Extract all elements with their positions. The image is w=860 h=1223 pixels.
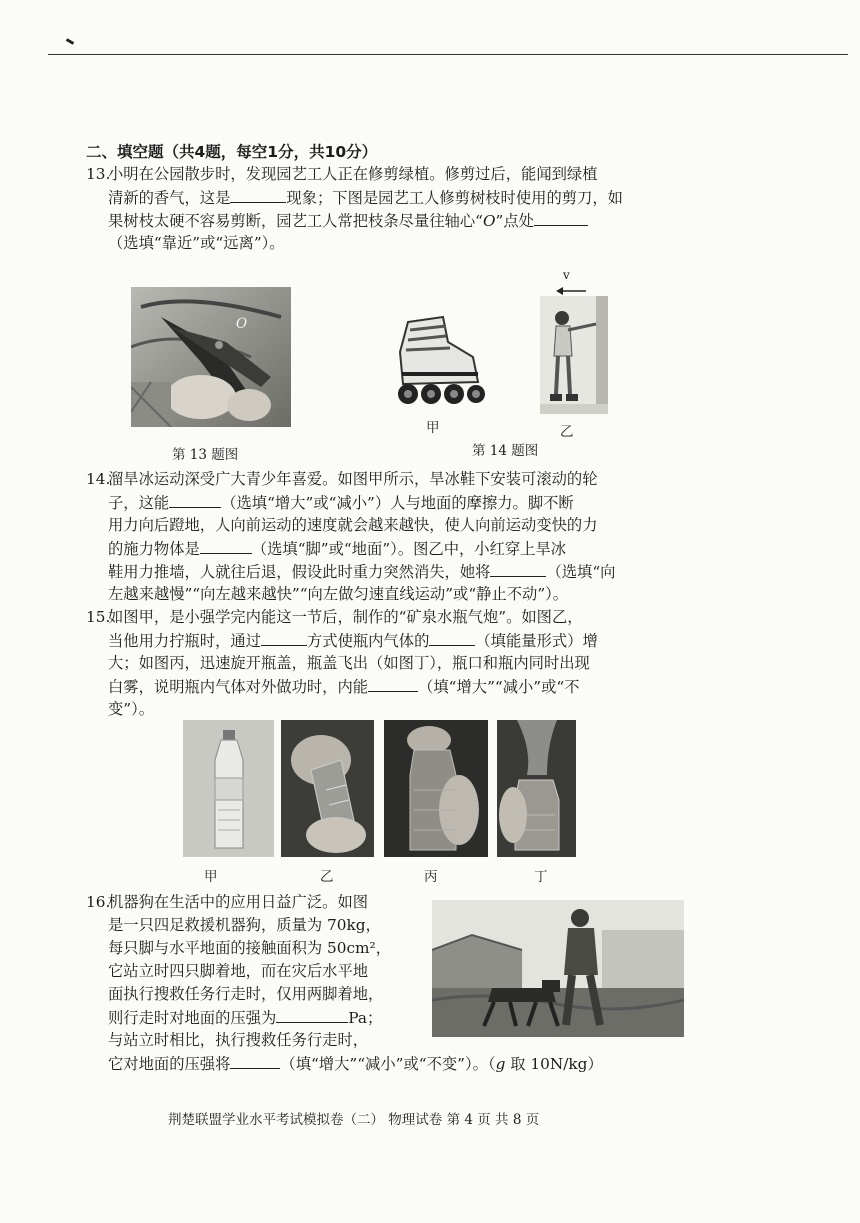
fig14-label-jia: 甲 (426, 420, 440, 436)
q13-line: 果树枝太硬不容易剪断，园艺工人常把枝条尽量往轴心“O”点处 (108, 209, 588, 232)
q16-line: 则行走时对地面的压强为 Pa； (108, 1006, 382, 1029)
q13-line: 小明在公园散步时，发现园艺工人正在修剪绿植。修剪过后，能闻到绿植 (108, 165, 598, 183)
answer-blank[interactable] (230, 1052, 280, 1069)
scan-mark (66, 38, 74, 45)
q16-line: 面执行搜救任务行走时，仅用两脚着地， (108, 985, 384, 1003)
fig13-label-o: O (236, 316, 248, 332)
q14-line: 子，这能 （选填“增大”或“减小”）人与地面的摩擦力。脚不断 (108, 491, 574, 514)
q13-line: （选填“靠近”或“远离”）。 (108, 234, 285, 252)
q15-line: 大；如图丙，迅速旋开瓶盖，瓶盖飞出（如图丁），瓶口和瓶内同时出现 (108, 654, 590, 672)
fig14-caption: 第 14 题图 (472, 443, 539, 459)
answer-blank[interactable] (429, 629, 475, 646)
fig16-robot-dog-photo (432, 900, 684, 1037)
fig15-bottle-ding-photo (497, 720, 576, 857)
velocity-arrow-icon (556, 286, 586, 296)
fig13-shears-photo (131, 287, 291, 427)
q15-line: 变”）。 (108, 700, 155, 718)
q15-line: 白雾，说明瓶内气体对外做功时，内能 （填“增大”“减小”或“不 (108, 675, 580, 698)
q15-line: 如图甲，是小强学完内能这一节后，制作的“矿泉水瓶气炮”。如图乙， (108, 608, 583, 626)
answer-blank[interactable] (200, 537, 252, 554)
q13-number: 13. (86, 165, 111, 183)
fig15-bottle-yi-photo (281, 720, 374, 857)
q14-line: 用力向后蹬地，人向前运动的速度就会越来越快，使人向前运动变快的力 (108, 516, 598, 534)
answer-blank[interactable] (276, 1006, 348, 1023)
fig15-bottle-bing-photo (384, 720, 488, 857)
section-title: 二、填空题（共4题，每空1分，共10分） (86, 143, 378, 161)
q16-line: 与站立时相比，执行搜救任务行走时， (108, 1031, 369, 1049)
q16-line: 它对地面的压强将 （填“增大”“减小”或“不变”）。（g 取 10N/kg） (108, 1052, 603, 1075)
fig15-label: 乙 (320, 869, 334, 885)
q16-line: 每只脚与水平地面的接触面积为 50cm²， (108, 939, 391, 957)
answer-blank[interactable] (261, 629, 307, 646)
q14-line: 的施力物体是 （选填“脚”或“地面”）。图乙中，小红穿上旱冰 (108, 537, 566, 560)
page-footer: 荆楚联盟学业水平考试模拟卷（二） 物理试卷 第 4 页 共 8 页 (168, 1112, 540, 1128)
answer-blank[interactable] (368, 675, 418, 692)
q14-number: 14. (86, 470, 111, 488)
top-border-line (48, 54, 848, 55)
q16-line: 是一只四足救援机器狗，质量为 70kg， (108, 916, 381, 934)
q16-number: 16. (86, 893, 111, 911)
fig15-bottle-jia-photo (183, 720, 274, 857)
q15-line: 当他用力拧瓶时，通过 方式使瓶内气体的 （填能量形式）增 (108, 629, 598, 652)
q14-line: 左越来越慢”“向左越来越快”“向左做匀速直线运动”或“静止不动”）。 (108, 585, 569, 603)
answer-blank[interactable] (534, 209, 588, 226)
q16-line: 机器狗在生活中的应用日益广泛。如图 (108, 893, 369, 911)
q16-line: 它站立时四只脚着地，而在灾后水平地 (108, 962, 369, 980)
fig15-label: 丙 (424, 869, 438, 885)
fig15-label: 甲 (204, 869, 218, 885)
fig13-caption: 第 13 题图 (172, 447, 239, 463)
answer-blank[interactable] (490, 560, 546, 577)
fig14-velocity-label: v (563, 268, 570, 282)
answer-blank[interactable] (230, 186, 286, 203)
fig14-label-yi: 乙 (560, 424, 574, 440)
fig14-girl-wall-photo (540, 296, 608, 414)
q14-line: 溜旱冰运动深受广大青少年喜爱。如图甲所示，旱冰鞋下安装可滚动的轮 (108, 470, 598, 488)
q14-line: 鞋用力推墙，人就往后退，假设此时重力突然消失，她将 （选填“向 (108, 560, 615, 583)
fig14-roller-skate-photo (388, 312, 488, 407)
fig15-label: 丁 (534, 869, 548, 885)
q15-number: 15. (86, 608, 111, 626)
answer-blank[interactable] (169, 491, 221, 508)
q13-line: 清新的香气，这是 现象；下图是园艺工人修剪树枝时使用的剪刀，如 (108, 186, 623, 209)
